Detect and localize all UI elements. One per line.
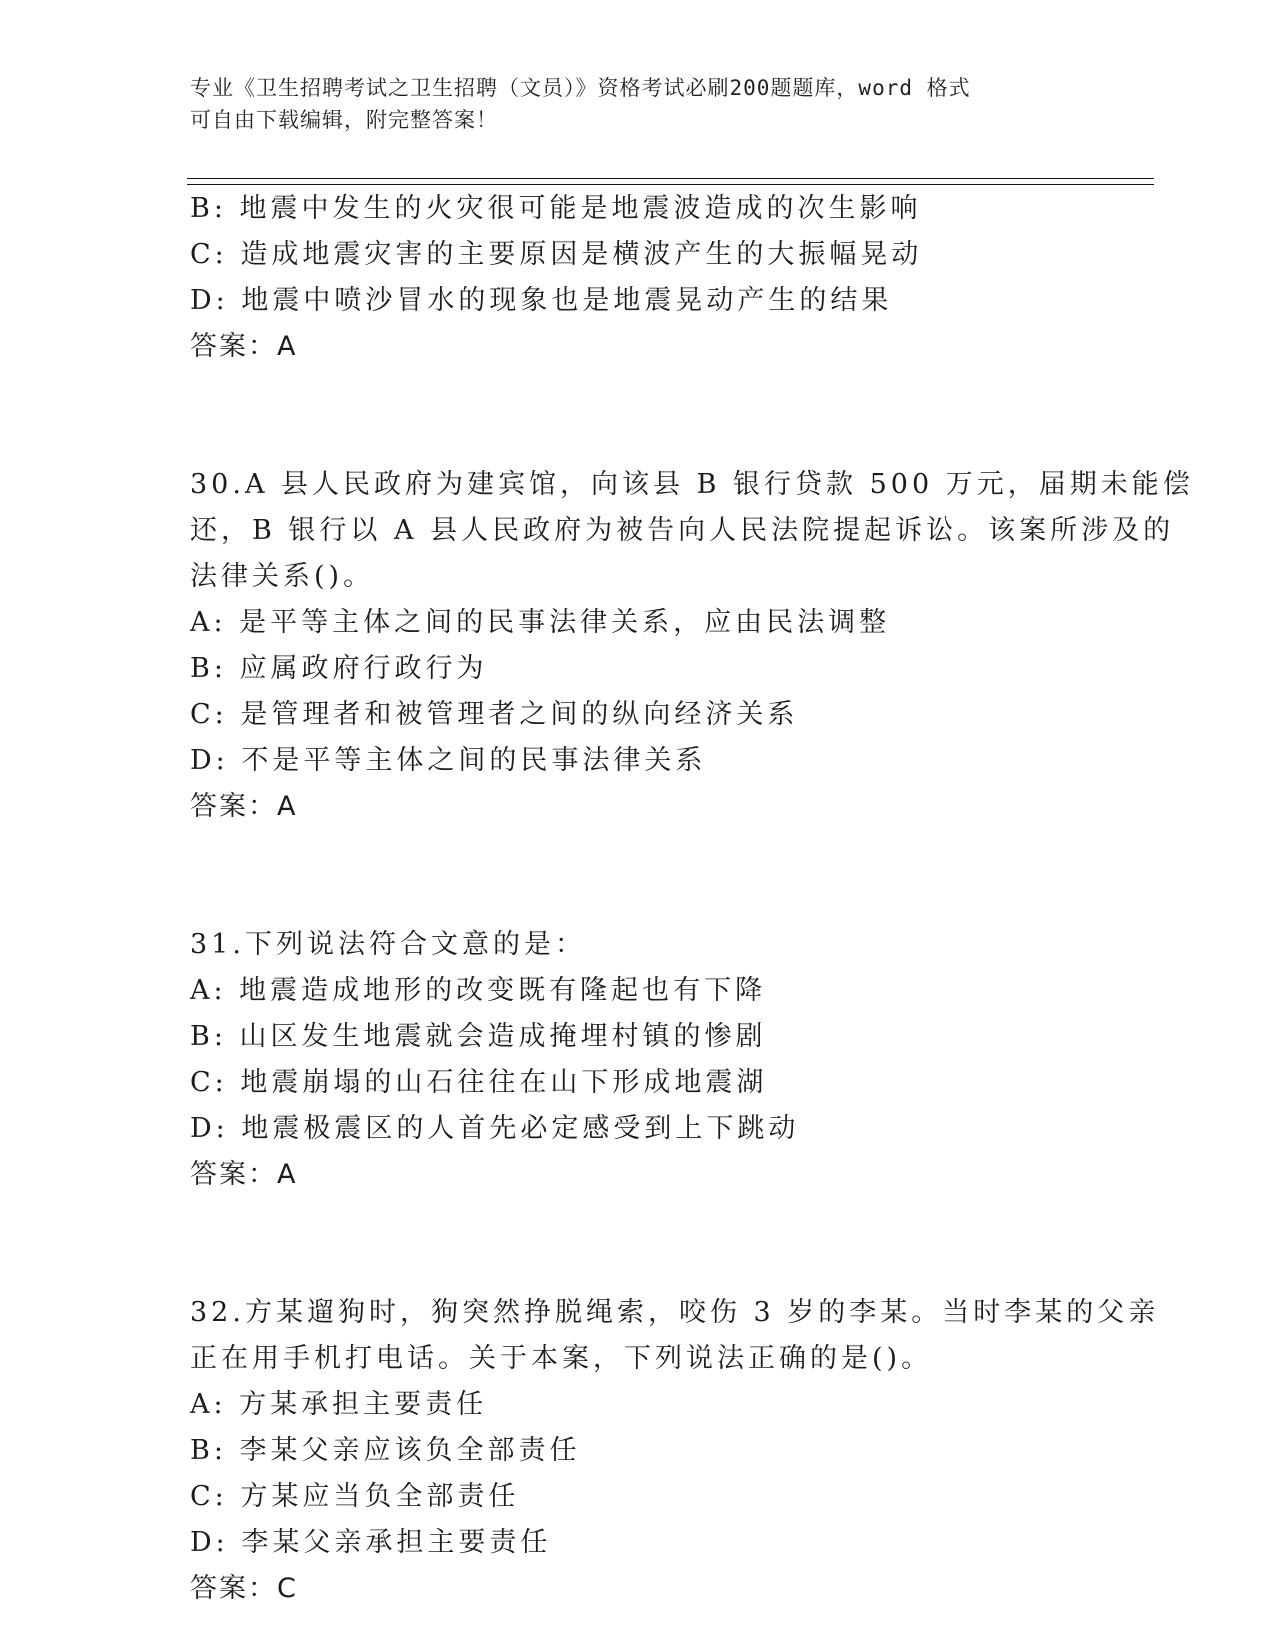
option-c: C: 方某应当负全部责任 (190, 1481, 520, 1512)
question-stem-line: 31.下列说法符合文意的是： (190, 929, 586, 960)
question-stem-line: 正在用手机打电话。关于本案，下列说法正确的是()。 (190, 1343, 933, 1374)
question-stem-line: 还，B 银行以 A 县人民政府为被告向人民法院提起诉讼。该案所涉及的 (190, 515, 1175, 546)
question-stem-line: 30.A 县人民政府为建宾馆，向该县 B 银行贷款 500 万元，届期未能偿 (190, 469, 1194, 500)
question-block-31 (190, 922, 1090, 1198)
option-d: D: 李某父亲承担主要责任 (190, 1527, 552, 1558)
question-stem-line: 法律关系()。 (190, 561, 375, 592)
option-b: B: 应属政府行政行为 (190, 653, 488, 684)
question-block-30 (190, 462, 1194, 830)
block-spacer (190, 1198, 1090, 1290)
question-block-32 (190, 1290, 1160, 1612)
option-b: B: 李某父亲应该负全部责任 (190, 1435, 581, 1466)
answer-line: 答案：A (190, 331, 298, 362)
answer-line: 答案：C (190, 1573, 298, 1604)
question-block-29 (190, 186, 1090, 370)
option-b: B: 地震中发生的火灾很可能是地震波造成的次生影响 (190, 193, 922, 224)
block-spacer (190, 370, 1090, 462)
answer-line: 答案：A (190, 791, 298, 822)
option-c: C: 是管理者和被管理者之间的纵向经济关系 (190, 699, 799, 730)
block-spacer (190, 830, 1090, 922)
header-title-line-2: 可自由下载编辑，附完整答案！ (190, 108, 498, 132)
header-title-line-1: 专业《卫生招聘考试之卫生招聘（文员）》资格考试必刷200题题库，word 格式 (190, 76, 971, 100)
question-stem-line: 32.方某遛狗时，狗突然挣脱绳索，咬伤 3 岁的李某。当时李某的父亲 (190, 1297, 1160, 1328)
option-a: A: 方某承担主要责任 (190, 1389, 488, 1420)
option-d: D: 地震中喷沙冒水的现象也是地震晃动产生的结果 (190, 285, 893, 316)
page-header (190, 72, 1090, 136)
option-a: A: 是平等主体之间的民事法律关系，应由民法调整 (190, 607, 891, 638)
question-list (190, 186, 1194, 1612)
option-d: D: 地震极震区的人首先必定感受到上下跳动 (190, 1113, 800, 1144)
answer-line: 答案：A (190, 1159, 298, 1190)
option-b: B: 山区发生地震就会造成掩埋村镇的惨剧 (190, 1021, 767, 1052)
option-d: D: 不是平等主体之间的民事法律关系 (190, 745, 707, 776)
option-c: C: 地震崩塌的山石往往在山下形成地震湖 (190, 1067, 768, 1098)
option-a: A: 地震造成地形的改变既有隆起也有下降 (190, 975, 767, 1006)
option-c: C: 造成地震灾害的主要原因是横波产生的大振幅晃动 (190, 239, 923, 270)
header-divider-bottom (187, 184, 1154, 185)
header-divider-top (187, 178, 1154, 179)
